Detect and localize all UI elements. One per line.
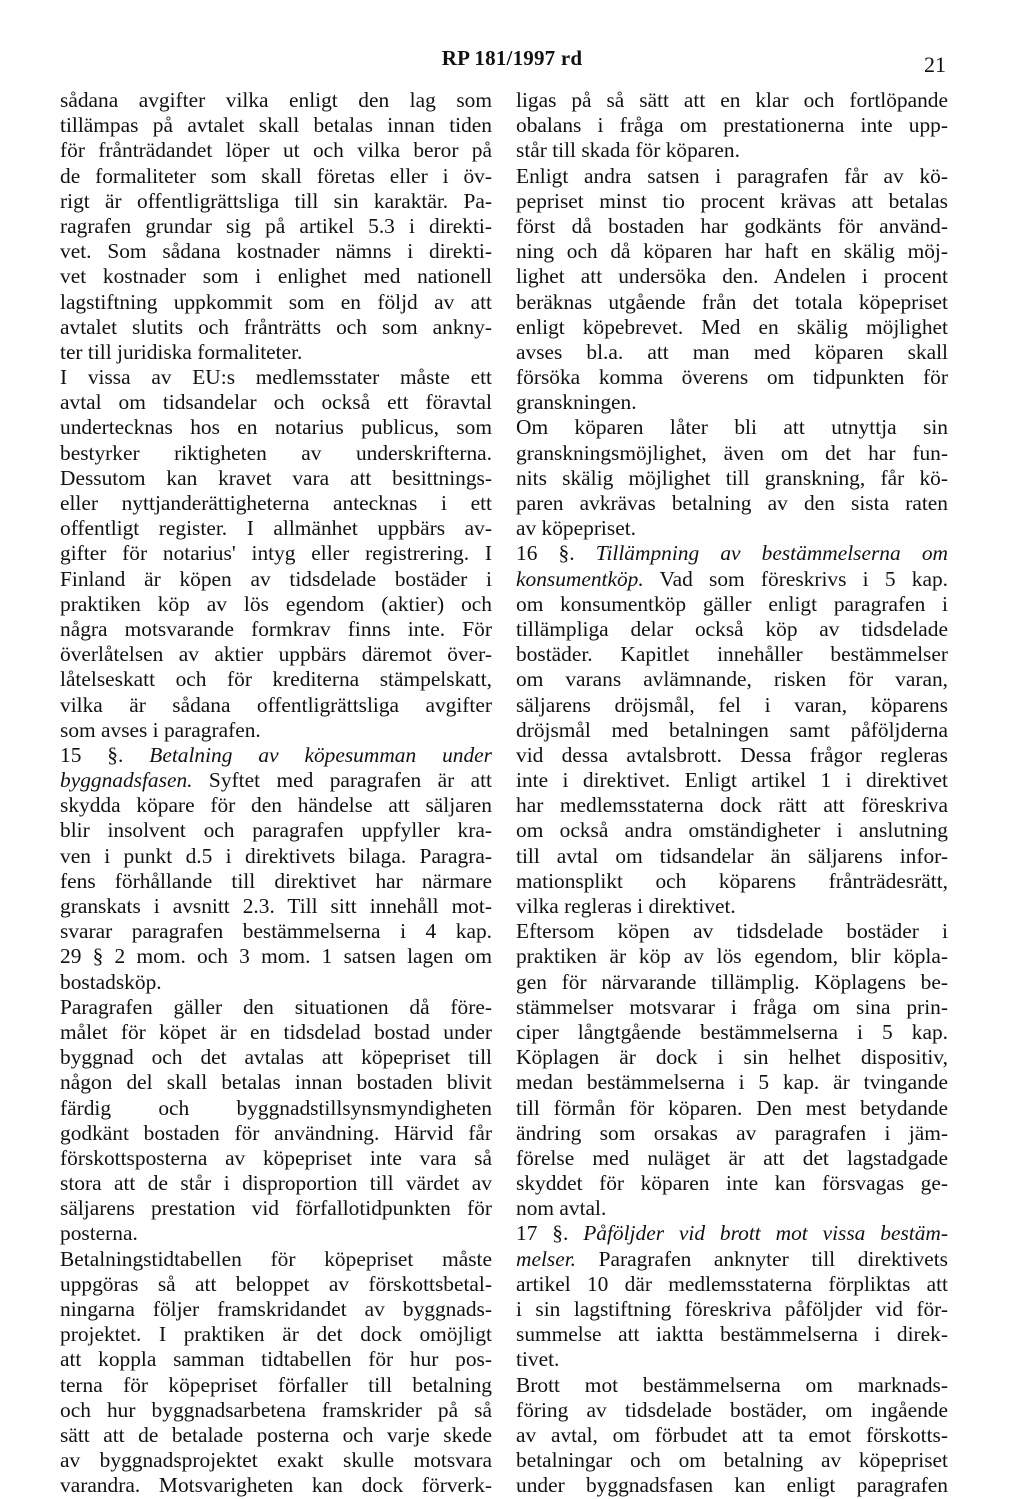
- text-line: [516, 919, 948, 944]
- text-line: [60, 1448, 492, 1473]
- line-text: vet. Som sådana kostnader nämns i direkti-: [60, 239, 492, 264]
- line-text: nom avtal.: [516, 1196, 607, 1221]
- line-text: om varans avlämnande, risken för varan,: [516, 667, 948, 692]
- text-line: [60, 1146, 492, 1171]
- line-text: pepriset minst tio procent krävas att betalas: [516, 188, 948, 213]
- line-text: medan bestämmelserna i 5 kap. är tvingande: [516, 1070, 948, 1095]
- line-text: för frånträdandet löper ut och vilka beror på: [60, 138, 492, 163]
- text-line: [516, 88, 948, 113]
- text-line: [60, 138, 492, 163]
- line-text: offentligt register. I allmänhet uppbärs av-: [60, 516, 492, 541]
- line-text: mationsplikt och köparens frånträdesrätt,: [516, 868, 948, 893]
- line-text: ven i punkt d.5 i direktivets bilaga. Paragra-: [60, 843, 492, 868]
- text-line: [60, 466, 492, 491]
- line-text: gen för närvarande tillämplig. Köplagens be-: [516, 969, 948, 994]
- text-line: [60, 567, 492, 592]
- text-line: [60, 1347, 492, 1372]
- line-text: granskningsmöjlighet, även om det har fun-: [516, 440, 948, 465]
- text-line: [516, 1221, 948, 1246]
- text-line: [60, 264, 492, 289]
- text-line: [60, 894, 492, 919]
- line-text: godkänt bostaden för användning. Härvid får: [60, 1120, 492, 1145]
- text-line: [60, 1272, 492, 1297]
- text-line: [516, 390, 948, 415]
- text-line: [60, 315, 492, 340]
- text-line: [60, 1045, 492, 1070]
- text-line: [60, 189, 492, 214]
- text-line: [60, 491, 492, 516]
- text-line: [516, 1096, 948, 1121]
- text-line: [516, 718, 948, 743]
- line-text: vilka regleras i direktivet.: [516, 894, 736, 918]
- line-text: praktiken är köp av lös egendom, blir köpla-: [516, 944, 948, 969]
- text-line: [60, 818, 492, 843]
- italic-heading: byggnadsfasen.: [60, 768, 193, 793]
- line-text: säljarens dröjsmål, fel i varan, köparens: [516, 692, 948, 717]
- line-text: Betalningstidtabellen för köpepriset måste: [60, 1246, 492, 1271]
- text-line: [60, 995, 492, 1020]
- text-line: [516, 1423, 948, 1448]
- text-line: [516, 1322, 948, 1347]
- text-line: [516, 1196, 948, 1221]
- line-text: granskats i avsnitt 2.3. Till sitt innehåll mot-: [60, 894, 492, 918]
- text-line: [60, 441, 492, 466]
- text-line: [60, 1196, 492, 1221]
- line-text: till förmån för köparen. Den mest betydande: [516, 1095, 948, 1120]
- text-line: [516, 567, 948, 592]
- italic-heading: Påföljder vid brott mot vissa bestäm-: [583, 1221, 948, 1246]
- line-text: vilka är sådana offentligrättsliga avgifter: [60, 692, 492, 717]
- line-text: försöka komma överens om tidpunkten för: [516, 365, 948, 390]
- text-line: [516, 1020, 948, 1045]
- line-text: uppgöras så att beloppet av förskottsbetal-: [60, 1271, 492, 1296]
- italic-heading: Betalning av köpesumman under: [149, 742, 492, 767]
- line-text: enligt köpebrevet. Med en skälig möjlighet: [516, 314, 948, 339]
- text-line: [60, 844, 492, 869]
- line-text: ragrafen grundar sig på artikel 5.3 i direkti-: [60, 213, 492, 238]
- text-line: [516, 189, 948, 214]
- line-text: säljarens prestation vid förfallotidpunkten för: [60, 1196, 492, 1221]
- line-text: skydda köpare för den händelse att säljaren: [60, 793, 492, 818]
- line-text: eller nyttjanderättigheterna antecknas i ett: [60, 491, 492, 515]
- text-line: [516, 1347, 948, 1372]
- line-text: 29 § 2 mom. och 3 mom. 1 satsen lagen om: [60, 944, 492, 969]
- line-text: till avtal om tidsandelar än säljarens infor-: [516, 843, 948, 868]
- text-line: [516, 466, 948, 491]
- line-text: bostadsköp.: [60, 969, 162, 994]
- line-text: under byggnadsfasen kan enligt paragrafen: [516, 1473, 948, 1498]
- italic-heading: konsumentköp.: [516, 566, 644, 591]
- text-line: [516, 541, 948, 566]
- line-text: vet kostnader som i enlighet med nationell: [60, 264, 492, 289]
- line-text: avses bl.a. att man med köparen skall: [516, 339, 948, 364]
- text-line: [516, 1171, 948, 1196]
- text-line: [60, 1473, 492, 1498]
- line-text: som avses i paragrafen.: [60, 717, 261, 742]
- line-text: färdig och byggnadstillsynsmyndigheten: [60, 1095, 492, 1120]
- text-line: [516, 617, 948, 642]
- text-line: [60, 919, 492, 944]
- line-text: gifter för notarius' intyg eller registrering. I: [60, 541, 492, 566]
- line-text: inte i direktivet. Enligt artikel 1 i direktivet: [516, 768, 948, 793]
- text-line: [60, 768, 492, 793]
- line-text: förelse med nuläget är att det lagstadgade: [516, 1145, 948, 1170]
- text-line: [60, 214, 492, 239]
- text-line: [60, 164, 492, 189]
- text-line: [516, 164, 948, 189]
- line-text: blir insolvent och paragrafen uppfyller kra-: [60, 818, 492, 843]
- text-line: [60, 617, 492, 642]
- line-text: rigt är offentligrättsliga till sin karaktär. Pa-: [60, 188, 492, 213]
- text-line: [60, 1423, 492, 1448]
- line-text: föring av tidsdelade bostäder, om ingående: [516, 1397, 948, 1422]
- text-line: [60, 415, 492, 440]
- text-line: [60, 113, 492, 138]
- line-text: Om köparen låter bli att utnyttja sin: [516, 415, 948, 440]
- text-line: [60, 667, 492, 692]
- text-line: [516, 693, 948, 718]
- line-text: sätt att de betalade posterna och varje skede: [60, 1422, 492, 1447]
- text-line: [516, 315, 948, 340]
- line-text: förskottsposterna av köpepriset inte vara så: [60, 1145, 492, 1170]
- text-line: [516, 516, 948, 541]
- text-line: [60, 1020, 492, 1045]
- text-line: [516, 365, 948, 390]
- line-text: fens förhållande till direktivet har närmare: [60, 868, 492, 893]
- line-text: I vissa av EU:s medlemsstater måste ett: [60, 365, 492, 390]
- text-line: [60, 944, 492, 969]
- text-line: [516, 1448, 948, 1473]
- line-text: om också andra omständigheter i anslutning: [516, 818, 948, 843]
- text-line: [60, 1373, 492, 1398]
- line-text: Paragrafen gäller den situationen då före-: [60, 994, 492, 1019]
- text-line: [60, 1096, 492, 1121]
- line-text: har medlemsstaterna dock rätt att föreskriva: [516, 793, 948, 818]
- text-line: [516, 844, 948, 869]
- line-text: av byggnadsprojektet exakt skulle motsvara: [60, 1448, 492, 1473]
- page-header: [0, 46, 1024, 86]
- text-line: [516, 1070, 948, 1095]
- text-line: [516, 793, 948, 818]
- text-line: [516, 1272, 948, 1297]
- text-line: [516, 970, 948, 995]
- line-text: ning och då köparen har haft en skälig möj-: [516, 239, 948, 264]
- text-line: [516, 642, 948, 667]
- text-line: [60, 88, 492, 113]
- text-line: [60, 743, 492, 768]
- line-text: står till skada för köparen.: [516, 138, 740, 163]
- line-text: Finland är köpen av tidsdelade bostäder i: [60, 566, 492, 591]
- text-line: [516, 1398, 948, 1423]
- line-text: praktiken köp av lös egendom (aktier) och: [60, 591, 492, 616]
- right-column: [516, 88, 948, 1499]
- line-text: Eftersom köpen av tidsdelade bostäder i: [516, 919, 948, 944]
- line-text: att koppla samman tidtabellen för hur pos-: [60, 1347, 492, 1372]
- line-text: någon del skall betalas innan bostaden blivit: [60, 1070, 492, 1095]
- text-line: [60, 1398, 492, 1423]
- line-text: summelse att iakttа bestämmelserna i direk-: [516, 1322, 948, 1347]
- text-line: [60, 1322, 492, 1347]
- line-text: undertecknas hos en notarius publicus, som: [60, 415, 492, 440]
- text-line: [60, 1247, 492, 1272]
- italic-heading: Tillämpning av bestämmelserna om: [595, 541, 948, 566]
- text-line: [516, 592, 948, 617]
- line-text: stämmelser motsvarar i fråga om sina prin-: [516, 994, 948, 1019]
- line-text: först då bostaden har godkänts för använd-: [516, 213, 948, 238]
- line-text: nits skälig möjlighet till granskning, får kö-: [516, 465, 948, 490]
- italic-heading: melser.: [516, 1246, 577, 1271]
- text-line: [516, 1297, 948, 1322]
- line-text: ligas på så sätt att en klar och fortlöpande: [516, 88, 948, 112]
- text-line: [516, 264, 948, 289]
- line-text: svarar paragrafen bestämmelserna i 4 kap.: [60, 919, 492, 944]
- text-line: [60, 693, 492, 718]
- page-number: 21: [924, 52, 946, 77]
- text-line: [60, 970, 492, 995]
- line-text: ningarna följer framskridandet av byggnads-: [60, 1297, 492, 1321]
- line-text: byggnad och det avtalas att köpepriset till: [60, 1045, 492, 1070]
- line-text: om konsumentköp gäller enligt paragrafen i: [516, 591, 948, 616]
- text-line: [516, 869, 948, 894]
- text-line: [60, 1121, 492, 1146]
- text-line: [60, 1070, 492, 1095]
- text-line: [60, 390, 492, 415]
- line-text: stora att de står i disproportion till värdet av: [60, 1171, 492, 1196]
- text-line: [516, 1373, 948, 1398]
- text-line: [516, 491, 948, 516]
- line-text: Brott mot bestämmelserna om marknads-: [516, 1372, 948, 1397]
- line-text: avtalet slutits och frånträtts och som ankny-: [60, 314, 492, 339]
- line-text: ciper långtgående bestämmelserna i 5 kap.: [516, 1019, 948, 1044]
- text-line: [516, 214, 948, 239]
- text-line: [516, 667, 948, 692]
- line-text: Paragrafen anknyter till direktivets: [576, 1246, 948, 1271]
- line-text: låtelseskatt och för krediterna stämpelskatt,: [60, 667, 492, 692]
- line-text: posterna.: [60, 1221, 138, 1246]
- text-line: [516, 1247, 948, 1272]
- line-text: ändring som orsakas av paragrafen i jäm-: [516, 1120, 948, 1145]
- text-line: [516, 113, 948, 138]
- line-text: av avtal, om förbudet att ta emot förskotts-: [516, 1422, 948, 1447]
- running-head: RP 181/1997 rd: [441, 46, 583, 70]
- line-text: obalans i fråga om prestationerna inte upp-: [516, 113, 948, 138]
- line-text: sådana avgifter vilka enligt den lag som: [60, 88, 492, 112]
- text-line: [60, 516, 492, 541]
- text-line: [60, 365, 492, 390]
- left-column: [60, 88, 492, 1499]
- line-text: paren avkrävas betalning av den sista raten: [516, 491, 948, 515]
- line-text: 15 §.: [60, 742, 150, 767]
- text-line: [516, 944, 948, 969]
- line-text: lagstiftning uppkommit som en följd av att: [60, 289, 492, 314]
- text-line: [516, 995, 948, 1020]
- line-text: 17 §.: [516, 1221, 584, 1246]
- line-text: granskningen.: [516, 390, 637, 415]
- text-line: [516, 340, 948, 365]
- text-line: [60, 239, 492, 264]
- line-text: lighet att undersöka den. Andelen i procent: [516, 264, 948, 289]
- line-text: de formaliteter som skall företas eller i öv-: [60, 163, 492, 188]
- line-text: ter till juridiska formaliteter.: [60, 339, 303, 364]
- text-line: [516, 239, 948, 264]
- text-line: [516, 1473, 948, 1498]
- line-text: några motsvarande formkrav finns inte. För: [60, 616, 492, 641]
- text-line: [60, 340, 492, 365]
- line-text: tivet.: [516, 1347, 560, 1372]
- line-text: Enligt andra satsen i paragrafen får av kö-: [516, 163, 948, 188]
- line-text: tillämpliga delar också köp av tidsdelade: [516, 616, 948, 641]
- line-text: och hur byggnadsarbetena framskrider på så: [60, 1397, 492, 1422]
- line-text: avtal om tidsandelar och också ett föravtal: [60, 390, 492, 415]
- line-text: tillämpas på avtalet skall betalas innan tiden: [60, 113, 492, 138]
- text-line: [516, 894, 948, 919]
- text-line: [516, 290, 948, 315]
- line-text: Köplagen är dock i sin helhet dispositiv,: [516, 1045, 948, 1070]
- line-text: Vad som föreskrivs i 5 kap.: [643, 566, 948, 591]
- text-line: [516, 138, 948, 163]
- line-text: terna för köpepriset förfaller till betalning: [60, 1372, 492, 1397]
- text-line: [516, 818, 948, 843]
- line-text: Dessutom kan kravet vara att besittnings-: [60, 465, 492, 490]
- text-line: [60, 793, 492, 818]
- text-line: [516, 1146, 948, 1171]
- text-line: [516, 441, 948, 466]
- text-line: [516, 743, 948, 768]
- line-text: i sin lagstiftning föreskriva påföljder vid för-: [516, 1297, 948, 1321]
- line-text: artikel 10 där medlemsstaterna förpliktas att: [516, 1271, 948, 1296]
- line-text: överlåtelsen av aktier uppbärs däremot över-: [60, 642, 492, 667]
- text-line: [516, 1121, 948, 1146]
- line-text: betalningar och om betalning av köpepriset: [516, 1448, 948, 1473]
- text-line: [60, 541, 492, 566]
- line-text: vid dessa avtalsbrott. Dessa frågor regleras: [516, 742, 948, 767]
- line-text: Syftet med paragrafen är att: [192, 768, 492, 793]
- line-text: målet för köpet är en tidsdelad bostad under: [60, 1019, 492, 1044]
- text-line: [60, 1171, 492, 1196]
- line-text: projektet. I praktiken är det dock omöjligt: [60, 1322, 492, 1347]
- line-text: bestyrker riktigheten av underskrifterna.: [60, 440, 492, 465]
- text-line: [516, 1045, 948, 1070]
- line-text: skyddet för köparen inte kan försvagas ge-: [516, 1171, 948, 1196]
- text-line: [60, 869, 492, 894]
- line-text: av köpepriset.: [516, 516, 636, 541]
- text-line: [60, 1221, 492, 1246]
- text-line: [60, 642, 492, 667]
- line-text: beräknas utgående från det totala köpepriset: [516, 289, 948, 314]
- text-line: [516, 768, 948, 793]
- line-text: varandra. Motsvarigheten kan dock förverk-: [60, 1473, 492, 1498]
- line-text: 16 §.: [516, 541, 596, 566]
- line-text: bostäder. Kapitlet innehåller bestämmelser: [516, 642, 948, 667]
- text-line: [516, 415, 948, 440]
- line-text: dröjsmål med betalningen samt påföljderna: [516, 717, 948, 742]
- text-line: [60, 1297, 492, 1322]
- text-line: [60, 718, 492, 743]
- text-line: [60, 592, 492, 617]
- text-line: [60, 290, 492, 315]
